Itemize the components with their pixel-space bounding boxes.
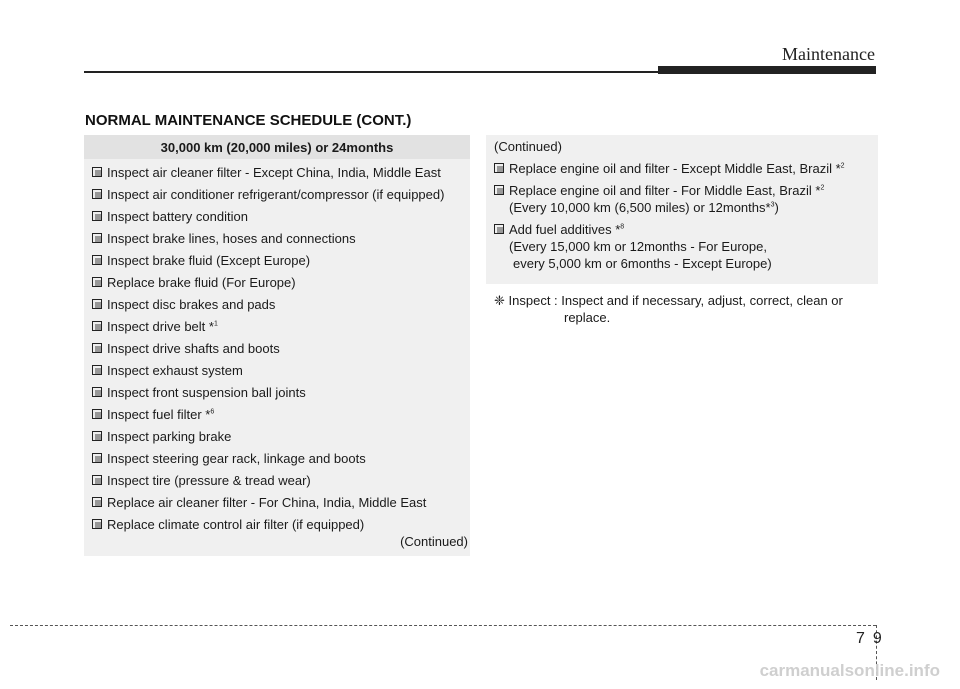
item-text: Inspect fuel filter * — [107, 407, 211, 422]
item-text: Replace air cleaner filter - For China, India, Middle East — [107, 495, 427, 510]
checkbox-icon — [92, 431, 102, 441]
checklist-item — [84, 383, 444, 405]
checklist-item — [494, 160, 845, 177]
checklist-item — [494, 221, 845, 272]
checklist-item — [84, 185, 444, 207]
header-title: Maintenance — [782, 44, 875, 64]
checkbox-icon — [92, 343, 102, 353]
checklist-item — [84, 515, 444, 537]
checklist-item — [494, 182, 845, 216]
right-continued: (Continued) — [494, 139, 562, 154]
item-subtext: (Every 10,000 km (6,500 miles) or 12months*$^3$) — [509, 200, 779, 215]
page-number: 79 — [856, 630, 890, 647]
note-text: Inspect : Inspect and if necessary, adjust, correct, clean or — [508, 293, 843, 308]
checkbox-icon — [92, 387, 102, 397]
checklist-item — [84, 251, 444, 273]
item-text: Inspect battery condition — [107, 209, 248, 224]
checkbox-icon — [92, 167, 102, 177]
item-text: Inspect brake lines, hoses and connections — [107, 231, 356, 246]
item-text: Inspect exhaust system — [107, 363, 243, 378]
inspect-note — [494, 292, 843, 326]
checkbox-icon — [92, 475, 102, 485]
item-text: Inspect air conditioner refrigerant/compressor (if equipped) — [107, 187, 445, 202]
checkbox-icon — [92, 255, 102, 265]
interval-heading: 30,000 km (20,000 miles) or 24months — [160, 140, 394, 155]
checklist-item — [84, 163, 444, 185]
item-text: Inspect steering gear rack, linkage and boots — [107, 451, 366, 466]
checklist-item — [84, 229, 444, 251]
left-checklist — [84, 163, 444, 537]
checkbox-icon — [92, 409, 102, 419]
item-text: Inspect parking brake — [107, 429, 232, 444]
item-text: Inspect brake fluid (Except Europe) — [107, 253, 311, 268]
section-title: NORMAL MAINTENANCE SCHEDULE (CONT.) — [85, 112, 412, 129]
checkbox-icon — [92, 233, 102, 243]
footnote-mark: 3 — [770, 201, 775, 209]
checklist-item — [84, 339, 444, 361]
checklist-item — [84, 317, 444, 339]
item-text: Inspect air cleaner filter - Except China, India, Middle East — [107, 165, 441, 180]
item-text: Inspect tire (pressure & tread wear) — [107, 473, 311, 488]
checklist-item — [84, 361, 444, 383]
checkbox-icon — [92, 519, 102, 529]
footnote-mark: 1 — [213, 320, 218, 328]
footnote-mark: 8 — [620, 223, 625, 231]
note-text-continued: replace. — [564, 310, 611, 325]
checkbox-icon — [92, 211, 102, 221]
item-text: Inspect disc brakes and pads — [107, 297, 276, 312]
checkbox-icon — [92, 299, 102, 309]
footer-rule — [10, 625, 876, 626]
checklist-item — [84, 493, 444, 515]
item-text: Replace brake fluid (For Europe) — [107, 275, 296, 290]
left-continued: (Continued) — [400, 534, 468, 549]
header-rule-thick — [658, 66, 876, 74]
header-rule-thin — [84, 71, 658, 73]
item-text: Replace climate control air filter (if equipped) — [107, 517, 365, 532]
item-text: Inspect front suspension ball joints — [107, 385, 306, 400]
item-text: Inspect drive belt * — [107, 319, 214, 334]
item-text: Add fuel additives * — [509, 222, 621, 237]
checkbox-icon — [494, 163, 504, 173]
checklist-item — [84, 207, 444, 229]
footnote-mark: 6 — [210, 408, 215, 416]
item-text: Replace engine oil and filter - For Middle East, Brazil * — [509, 183, 821, 198]
checkbox-icon — [92, 365, 102, 375]
checkbox-icon — [494, 185, 504, 195]
checklist-item — [84, 471, 444, 493]
item-subtext: (Every 15,000 km or 12months - For Europe, — [509, 239, 767, 254]
footnote-mark: 2 — [840, 162, 845, 170]
item-text: Replace engine oil and filter - Except Middle East, Brazil * — [509, 161, 841, 176]
checklist-item — [84, 295, 444, 317]
watermark: carmanualsonline.info — [759, 661, 940, 680]
checkbox-icon — [92, 277, 102, 287]
right-column — [494, 138, 845, 277]
checklist-item — [84, 427, 444, 449]
checklist-item — [84, 273, 444, 295]
footnote-mark: 2 — [820, 184, 825, 192]
checklist-item — [84, 405, 444, 427]
checklist-item — [84, 449, 444, 471]
item-subtext: every 5,000 km or 6months - Except Europe) — [513, 256, 772, 271]
note-symbol-icon: ❈ — [494, 293, 505, 308]
checkbox-icon — [92, 453, 102, 463]
checkbox-icon — [494, 224, 504, 234]
checkbox-icon — [92, 189, 102, 199]
checkbox-icon — [92, 497, 102, 507]
item-text: Inspect drive shafts and boots — [107, 341, 280, 356]
checkbox-icon — [92, 321, 102, 331]
